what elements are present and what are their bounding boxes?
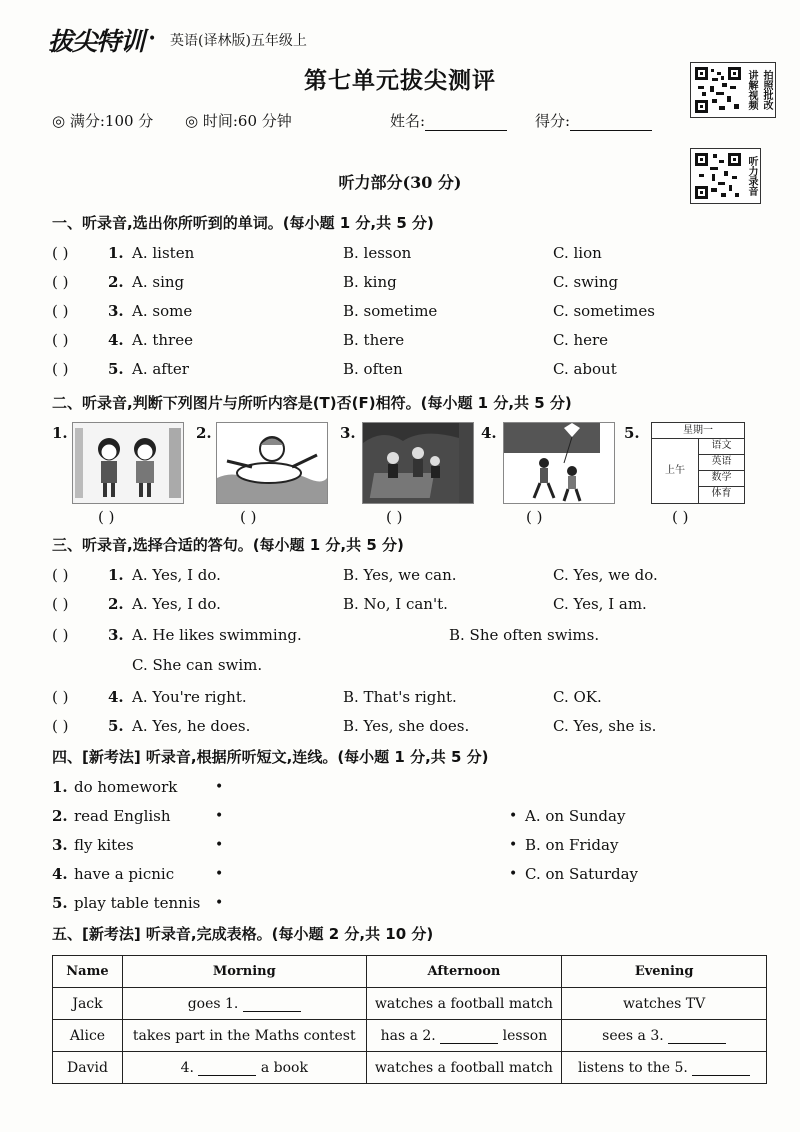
- cell-afternoon: [366, 1052, 562, 1084]
- option-b: B. sometime: [343, 302, 438, 320]
- match-right-item: C. on Saturday: [525, 865, 639, 883]
- question-number: 5.: [108, 360, 124, 378]
- question-number: 2.: [108, 595, 124, 613]
- option-b: B. That's right.: [343, 688, 457, 706]
- cell-text: goes 1.: [187, 995, 239, 1012]
- question-row: [52, 302, 752, 322]
- answer-paren[interactable]: ( ): [52, 244, 69, 262]
- part5-heading: 五、[新考法] 听录音,完成表格。(每小题 2 分,共 10 分): [52, 925, 434, 943]
- answer-paren[interactable]: ( ): [52, 273, 69, 291]
- schedule-period: 上午: [652, 438, 699, 503]
- item-text: fly kites: [74, 836, 134, 854]
- fill-in-table: [52, 955, 767, 1084]
- option-a: A. listen: [132, 244, 195, 262]
- match-dot[interactable]: •: [215, 895, 224, 911]
- answer-blank[interactable]: [692, 1061, 750, 1076]
- option-c: C. lion: [553, 244, 602, 262]
- match-dot[interactable]: •: [509, 808, 518, 824]
- part3-heading: 三、听录音,选择合适的答句。(每小题 1 分,共 5 分): [52, 536, 404, 554]
- schedule-day: 星期一: [652, 423, 744, 439]
- pic-num-2: 2.: [196, 424, 212, 442]
- answer-paren[interactable]: ( ): [52, 717, 69, 735]
- answer-paren[interactable]: ( ): [52, 566, 69, 584]
- option-a: A. Yes, he does.: [132, 717, 251, 735]
- match-left-item: [52, 836, 232, 856]
- answer-paren[interactable]: ( ): [52, 626, 69, 644]
- option-a: A. Yes, I do.: [132, 566, 221, 584]
- match-dot[interactable]: •: [509, 837, 518, 853]
- listening-section-title: 听力部分(30 分): [338, 173, 462, 192]
- item-number: 1.: [52, 778, 68, 796]
- match-left-item: [52, 807, 232, 827]
- item-text: read English: [74, 807, 171, 825]
- option-c: C. OK.: [553, 688, 602, 706]
- cell-text: has a 2.: [380, 1027, 436, 1044]
- question-number: 1.: [108, 244, 124, 262]
- full-score: ◎ 满分:100 分: [52, 112, 154, 130]
- score-field[interactable]: [535, 110, 652, 131]
- schedule-table: [651, 422, 745, 504]
- item-number: 5.: [52, 894, 68, 912]
- schedule-subject: 体育: [711, 488, 732, 499]
- match-dot[interactable]: •: [215, 779, 224, 795]
- exam-time: ◎ 时间:60 分钟: [185, 112, 292, 130]
- cell-afternoon: [366, 988, 562, 1020]
- option-c: C. Yes, I am.: [553, 595, 647, 613]
- cell-text: takes part in the Maths contest: [132, 1027, 356, 1044]
- question-row: [52, 566, 752, 586]
- schedule-subject: 语文: [699, 438, 744, 455]
- option-c: C. She can swim.: [132, 656, 263, 674]
- option-c: C. Yes, she is.: [553, 717, 657, 735]
- column-header: Morning: [122, 956, 366, 988]
- option-b: B. She often swims.: [449, 626, 600, 644]
- option-b: B. often: [343, 360, 403, 378]
- picture-two-children: [72, 422, 184, 504]
- schedule-subject: 英语: [699, 454, 744, 471]
- cell-text: lesson: [502, 1027, 548, 1044]
- option-a: A. You're right.: [132, 688, 247, 706]
- match-dot[interactable]: •: [509, 866, 518, 882]
- picture-picnic: [362, 422, 474, 504]
- subtitle: 英语(译林版)五年级上: [170, 33, 307, 49]
- qr-label-video: 讲解视频: [746, 70, 757, 110]
- option-c: C. Yes, we do.: [553, 566, 658, 584]
- option-b: B. lesson: [343, 244, 412, 262]
- option-a: A. some: [132, 302, 193, 320]
- cell-text: sees a 3.: [602, 1027, 664, 1044]
- item-number: 3.: [52, 836, 68, 854]
- item-number: 2.: [52, 807, 68, 825]
- bullet: •: [148, 31, 157, 47]
- match-right-item: B. on Friday: [525, 836, 619, 854]
- item-text: have a picnic: [74, 865, 175, 883]
- option-a: A. three: [132, 331, 193, 349]
- match-right-item: A. on Sunday: [525, 807, 626, 825]
- answer-paren[interactable]: ( ): [52, 595, 69, 613]
- match-dot[interactable]: •: [215, 866, 224, 882]
- qr-label-audio: 听力录音: [746, 156, 757, 196]
- option-c: C. sometimes: [553, 302, 655, 320]
- option-a: A. after: [132, 360, 189, 378]
- pic-num-3: 3.: [340, 424, 356, 442]
- match-dot[interactable]: •: [215, 837, 224, 853]
- answer-paren[interactable]: ( ): [52, 331, 69, 349]
- item-text: play table tennis: [74, 894, 201, 912]
- qr-code-video[interactable]: [690, 62, 776, 118]
- option-a: A. He likes swimming.: [132, 626, 302, 644]
- option-b: B. there: [343, 331, 405, 349]
- option-b: B. Yes, she does.: [343, 717, 470, 735]
- page-title: 第七单元拔尖测评: [304, 67, 496, 94]
- cell-morning: [122, 1020, 366, 1052]
- match-left-item: [52, 865, 232, 885]
- answer-paren[interactable]: ( ): [52, 688, 69, 706]
- answer-paren-pic5[interactable]: ( ): [672, 508, 689, 526]
- question-number: 3.: [108, 626, 124, 644]
- qr-code-icon: [694, 66, 742, 114]
- brand-logo: 拔尖特训: [48, 27, 145, 56]
- question-number: 3.: [108, 302, 124, 320]
- answer-paren-pic3[interactable]: ( ): [386, 508, 403, 526]
- answer-blank[interactable]: [440, 1029, 498, 1044]
- option-b: B. king: [343, 273, 397, 291]
- answer-blank[interactable]: [243, 997, 301, 1012]
- cell-name: Alice: [53, 1020, 123, 1052]
- option-b: B. Yes, we can.: [343, 566, 457, 584]
- cell-morning: [122, 988, 366, 1020]
- cell-name: Jack: [53, 988, 123, 1020]
- table-row: [53, 988, 767, 1020]
- cell-evening: [562, 1052, 767, 1084]
- cell-afternoon: [366, 1020, 562, 1052]
- picture-kites: [503, 422, 615, 504]
- question-row: [52, 717, 752, 737]
- column-header: Afternoon: [366, 956, 562, 988]
- question-row: [52, 273, 752, 293]
- question-number: 2.: [108, 273, 124, 291]
- question-row: [52, 360, 752, 380]
- question-row: [52, 688, 752, 708]
- option-b: B. No, I can't.: [343, 595, 448, 613]
- qr-label-grading: 拍照批改: [761, 70, 772, 110]
- cell-text: watches a football match: [374, 1059, 553, 1076]
- score-label: 得分:: [535, 112, 571, 130]
- answer-paren-pic2[interactable]: ( ): [240, 508, 257, 526]
- option-a: A. sing: [132, 273, 185, 291]
- column-header: Evening: [562, 956, 767, 988]
- table-header-row: [53, 956, 767, 988]
- cell-text: watches TV: [623, 995, 706, 1012]
- answer-blank[interactable]: [198, 1061, 256, 1076]
- match-left-item: [52, 778, 232, 798]
- cell-name: David: [53, 1052, 123, 1084]
- cell-evening: [562, 1020, 767, 1052]
- table-row: [53, 1020, 767, 1052]
- question-number: 4.: [108, 688, 124, 706]
- cell-text: a book: [260, 1059, 308, 1076]
- answer-paren[interactable]: ( ): [52, 302, 69, 320]
- name-field[interactable]: [390, 110, 507, 131]
- name-blank[interactable]: [425, 114, 507, 131]
- question-row: [52, 244, 752, 264]
- item-text: do homework: [74, 778, 178, 796]
- picture-swimming: [216, 422, 328, 504]
- answer-paren-pic1[interactable]: ( ): [98, 508, 115, 526]
- column-header: Name: [53, 956, 123, 988]
- cell-text: 4.: [180, 1059, 194, 1076]
- question-number: 4.: [108, 331, 124, 349]
- option-c: C. swing: [553, 273, 619, 291]
- option-a: A. Yes, I do.: [132, 595, 221, 613]
- match-left-item: [52, 894, 232, 914]
- question-number: 5.: [108, 717, 124, 735]
- score-blank[interactable]: [570, 114, 652, 131]
- name-label: 姓名:: [390, 112, 426, 130]
- part2-heading: 二、听录音,判断下列图片与所听内容是(T)否(F)相符。(每小题 1 分,共 5 分): [52, 394, 572, 412]
- cell-text: listens to the 5.: [577, 1059, 688, 1076]
- answer-paren[interactable]: ( ): [52, 360, 69, 378]
- question-row: [52, 595, 752, 615]
- item-number: 4.: [52, 865, 68, 883]
- match-dot[interactable]: •: [215, 808, 224, 824]
- pic-num-5: 5.: [624, 424, 640, 442]
- pic-num-4: 4.: [481, 424, 497, 442]
- part1-heading: 一、听录音,选出你所听到的单词。(每小题 1 分,共 5 分): [52, 214, 434, 232]
- option-c: C. about: [553, 360, 617, 378]
- schedule-subject: 数学: [699, 470, 744, 487]
- option-c: C. here: [553, 331, 609, 349]
- answer-paren-pic4[interactable]: ( ): [526, 508, 543, 526]
- question-row: [52, 626, 752, 674]
- cell-evening: [562, 988, 767, 1020]
- cell-morning: [122, 1052, 366, 1084]
- answer-blank[interactable]: [668, 1029, 726, 1044]
- cell-text: watches a football match: [374, 995, 553, 1012]
- pic-num-1: 1.: [52, 424, 68, 442]
- table-row: [53, 1052, 767, 1084]
- part4-heading: 四、[新考法] 听录音,根据所听短文,连线。(每小题 1 分,共 5 分): [52, 748, 489, 766]
- question-row: [52, 331, 752, 351]
- question-number: 1.: [108, 566, 124, 584]
